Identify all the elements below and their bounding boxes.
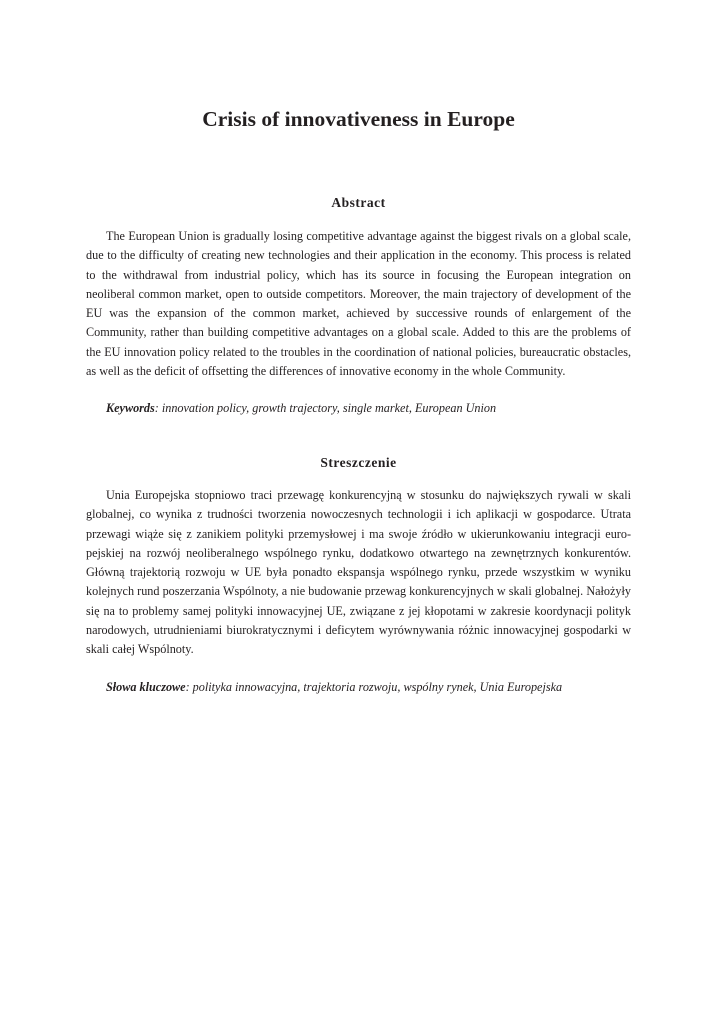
paper-title: Crisis of innovativeness in Europe — [202, 107, 515, 131]
streszczenie-text: Unia Europejska stopniowo traci przewagę konkurencyjną w stosunku do największych rywali w skali globalnej, co wynika z trudności tworzenia nowoczesnych technologii i ich aplikacji w gospodarce. Utrata przewagi wiąże się z zanikiem polityki przemysłowej i ma swoje źródło w ukierunkowaniu integracji europejskiej na rozwój neoliberalnego wspólnego rynku, dodatkowo otwartego na zewnętrznych konkurentów. Główną trajektorią rozwoju w UE była ponadto ekspansja wspólnego rynku, przede wszystkim w wyniku kolejnych rund poszerzania Wspólnoty, a nie budowanie przewag konkurencyjnych w skali globalnej. Nałożyły się na to problemy samej polityki innowacyjnej UE, związane z jej kłopotami w zakresie koordynacji polityk narodowych, utrudnieniami biurokratycznymi i deficytem wyrównywania różnic innowacyjnej gospodarki w skali całej Wspólnoty. — [86, 488, 631, 657]
streszczenie-heading: Streszczenie — [320, 455, 397, 470]
slowa-kluczowe-list: : polityka innowacyjna, trajektoria rozwoju, wspólny rynek, Unia Europejska — [185, 680, 563, 694]
abstract-heading: Abstract — [331, 195, 386, 210]
keywords-list: : innovation policy, growth trajectory, single market, European Union — [154, 401, 497, 415]
slowa-kluczowe-label: Słowa kluczowe — [106, 680, 186, 694]
abstract-text: The European Union is gradually losing competitive advantage against the biggest rivals on a global scale, due to the difficulty of creating new technologies and their application in the economy. This process is related to the withdrawal from industrial policy, which has its source in focusing the European integration on neoliberal common market, open to outside competitors. Moreover, the main trajectory of development of the EU was the expansion of the common market, achieved by successive rounds of enlargement of the Community, rather than building competitive advantages on a global scale. Added to this are the problems of the EU innovation policy related to the troubles in the coordination of national policies, bureaucratic obstacles, as well as the deficit of offsetting the differences of innovative economy in the whole Community. — [86, 229, 631, 379]
keywords-line — [106, 399, 631, 417]
keywords-label: Keywords — [106, 401, 155, 415]
slowa-kluczowe-line — [106, 678, 631, 696]
